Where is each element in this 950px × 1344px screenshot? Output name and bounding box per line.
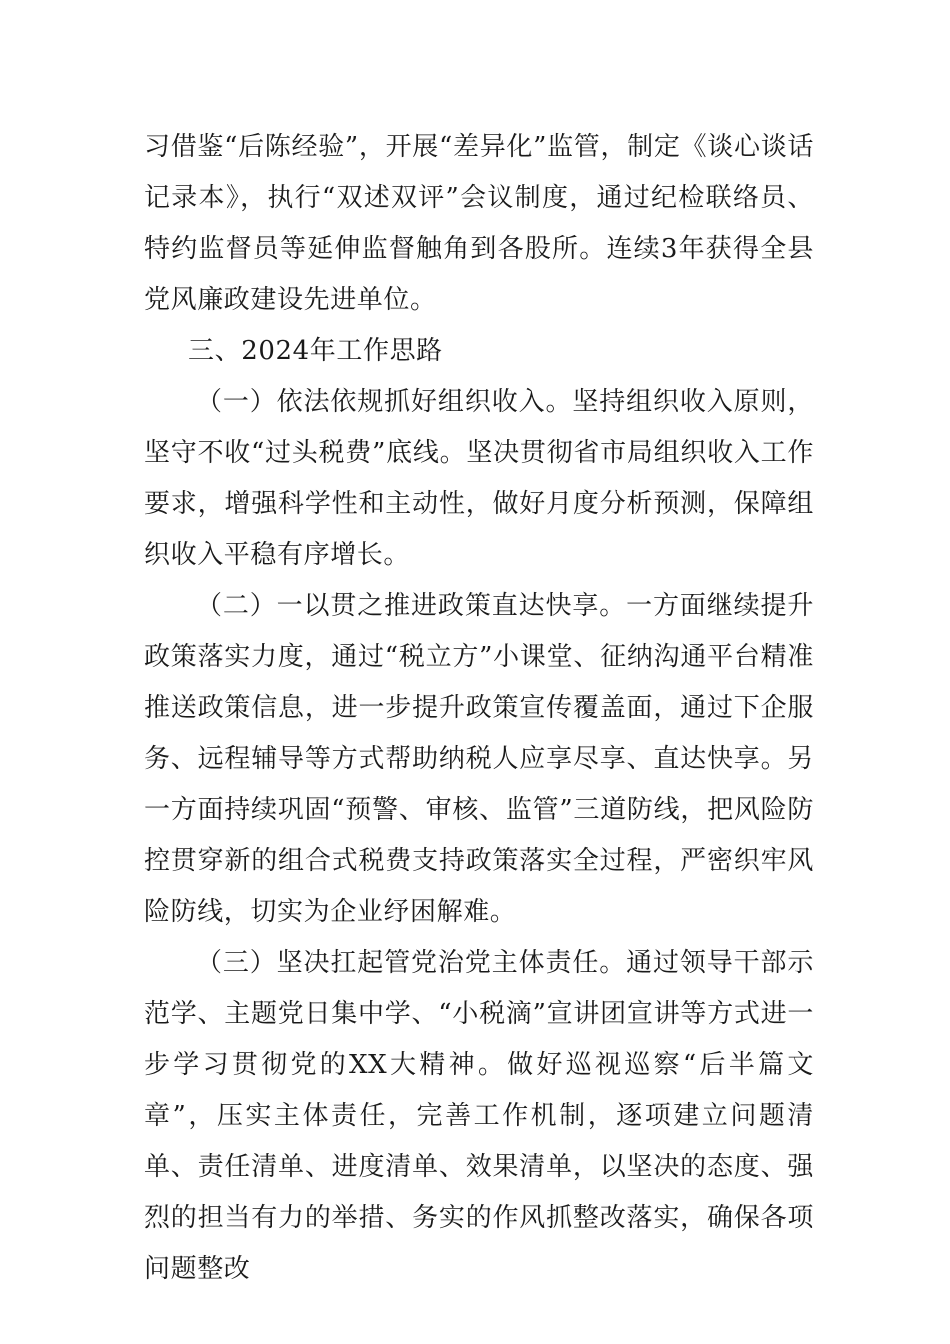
document-body (144, 122, 814, 1295)
section-heading: 三、2024年工作思路 (188, 336, 443, 366)
paragraph-item-2: （二）一以贯之推进政策直达快享。一方面继续提升政策落实力度，通过“税立方”小课堂、征纳沟通平台精准推送政策信息，进一步提升政策宣传覆盖面，通过下企服务、远程辅导等方式帮助纳税人应享尽享、直达快享。另一方面持续巩固“预警、审核、监管”三道防线，把风险防控贯穿新的组合式税费支持政策落实全过程，严密织牢风险防线，切实为企业纾困解难。 (144, 591, 814, 927)
paragraph-item-1: （一）依法依规抓好组织收入。坚持组织收入原则，坚守不收“过头税费”底线。坚决贯彻省市局组织收入工作要求，增强科学性和主动性，做好月度分析预测，保障组织收入平稳有序增长。 (144, 387, 814, 570)
paragraph-continuation: 习借鉴“后陈经验”，开展“差异化”监管，制定《谈心谈话记录本》，执行“双述双评”会议制度，通过纪检联络员、特约监督员等延伸监督触角到各股所。连续3年获得全县党风廉政建设先进单位。 (144, 132, 814, 315)
paragraph-item-3: （三）坚决扛起管党治党主体责任。通过领导干部示范学、主题党日集中学、“小税滴”宣讲团宣讲等方式进一步学习贯彻党的XX大精神。做好巡视巡察“后半篇文章”，压实主体责任，完善工作机制，逐项建立问题清单、责任清单、进度清单、效果清单，以坚决的态度、强烈的担当有力的举措、务实的作风抓整改落实，确保各项问题整改 (144, 948, 814, 1284)
